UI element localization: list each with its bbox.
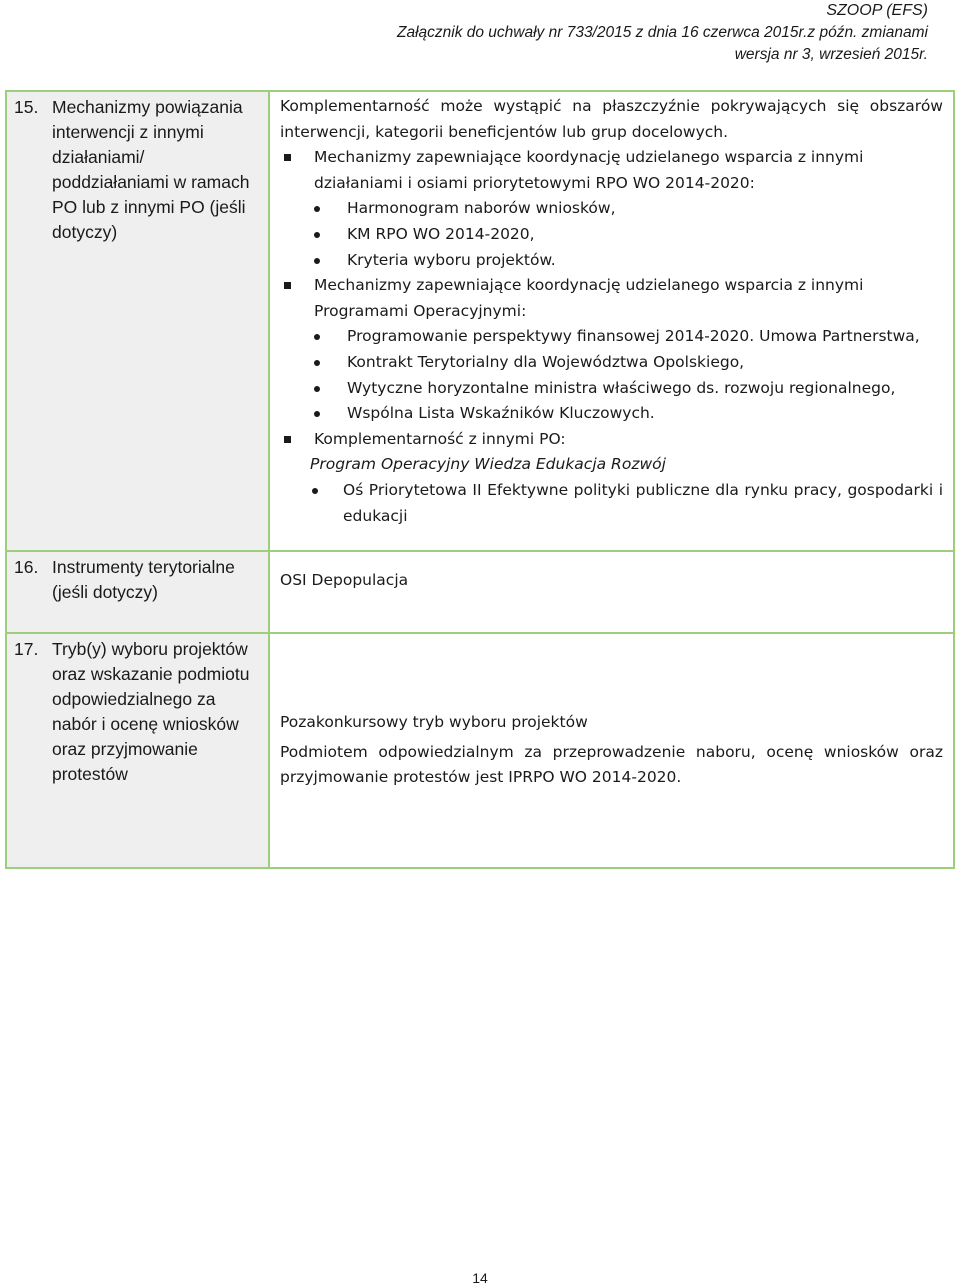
round-bullet-icon bbox=[312, 248, 347, 274]
row-label-cell bbox=[6, 91, 269, 551]
list-item: Harmonogram naborów wniosków, bbox=[280, 196, 943, 222]
list-item: Mechanizmy zapewniające koordynację udzielanego wsparcia z innymi Programami Operacyjnymi: bbox=[280, 273, 943, 324]
row-number: 16. bbox=[14, 557, 39, 577]
selection-mode: Pozakonkursowy tryb wyboru projektów bbox=[280, 713, 588, 731]
list-item: Mechanizmy zapewniające koordynację udzielanego wsparcia z innymi działaniami i osiami priorytetowymi RPO WO 2014-2020: bbox=[280, 145, 943, 196]
round-bullet-icon bbox=[310, 478, 343, 529]
round-bullet-icon bbox=[312, 196, 347, 222]
header-attachment: Załącznik do uchwały nr 733/2015 z dnia 16 czerwca 2015r.z późn. zmianami bbox=[396, 24, 928, 41]
list-item: Kontrakt Terytorialny dla Województwa Opolskiego, bbox=[280, 350, 943, 376]
row-content-cell bbox=[269, 633, 954, 868]
list-item: KM RPO WO 2014-2020, bbox=[280, 222, 943, 248]
round-bullet-icon bbox=[312, 324, 347, 350]
table-row bbox=[6, 633, 954, 868]
row-label: Tryb(y) wyboru projektów oraz wskazanie podmiotu odpowiedzialnego za nabór i ocenę wniosków oraz przyjmowanie protestów bbox=[52, 639, 250, 784]
header-version: wersja nr 3, wrzesień 2015r. bbox=[734, 46, 928, 63]
responsible-entity: Podmiotem odpowiedzialnym za przeprowadzenie naboru, ocenę wniosków oraz przyjmowanie protestów jest IPRPO WO 2014-2020. bbox=[280, 742, 943, 787]
page-header bbox=[397, 0, 928, 66]
row-label-cell bbox=[6, 633, 269, 868]
list-item: Wspólna Lista Wskaźników Kluczowych. bbox=[280, 401, 943, 427]
row-label-cell bbox=[6, 551, 269, 633]
list-item: Oś Priorytetowa II Efektywne polityki publiczne dla rynku pracy, gospodarki i edukacji bbox=[280, 478, 943, 529]
content-table bbox=[5, 90, 955, 869]
square-bullet-icon bbox=[280, 145, 314, 196]
row-number: 17. bbox=[14, 639, 39, 659]
list-item: Komplementarność z innymi PO: bbox=[280, 427, 943, 453]
header-title: SZOOP (EFS) bbox=[826, 2, 928, 19]
table-row bbox=[6, 551, 954, 633]
round-bullet-icon bbox=[312, 222, 347, 248]
program-name: Program Operacyjny Wiedza Edukacja Rozwój bbox=[310, 455, 666, 474]
round-bullet-icon bbox=[312, 376, 347, 402]
row-content-cell bbox=[269, 551, 954, 633]
territorial-instrument: OSI Depopulacja bbox=[280, 571, 409, 589]
list-item: Wytyczne horyzontalne ministra właściwego ds. rozwoju regionalnego, bbox=[280, 376, 943, 402]
square-bullet-icon bbox=[280, 427, 314, 453]
round-bullet-icon bbox=[312, 401, 347, 427]
row-number: 15. bbox=[14, 97, 39, 117]
row-label: Instrumenty terytorialne (jeśli dotyczy) bbox=[52, 557, 235, 602]
row-content-cell bbox=[269, 91, 954, 551]
square-bullet-icon bbox=[280, 273, 314, 324]
row-label: Mechanizmy powiązania interwencji z innymi działaniami/ poddziałaniami w ramach PO lub z innymi PO (jeśli dotyczy) bbox=[52, 97, 250, 242]
page-number: 14 bbox=[472, 1270, 488, 1286]
intro-text: Komplementarność może wystąpić na płaszczyźnie pokrywających się obszarów interwencji, kategorii beneficjentów lub grup docelowych. bbox=[280, 97, 943, 141]
list-item: Kryteria wyboru projektów. bbox=[280, 248, 943, 274]
round-bullet-icon bbox=[312, 350, 347, 376]
list-item: Programowanie perspektywy finansowej 2014-2020. Umowa Partnerstwa, bbox=[280, 324, 943, 350]
table-row bbox=[6, 91, 954, 551]
